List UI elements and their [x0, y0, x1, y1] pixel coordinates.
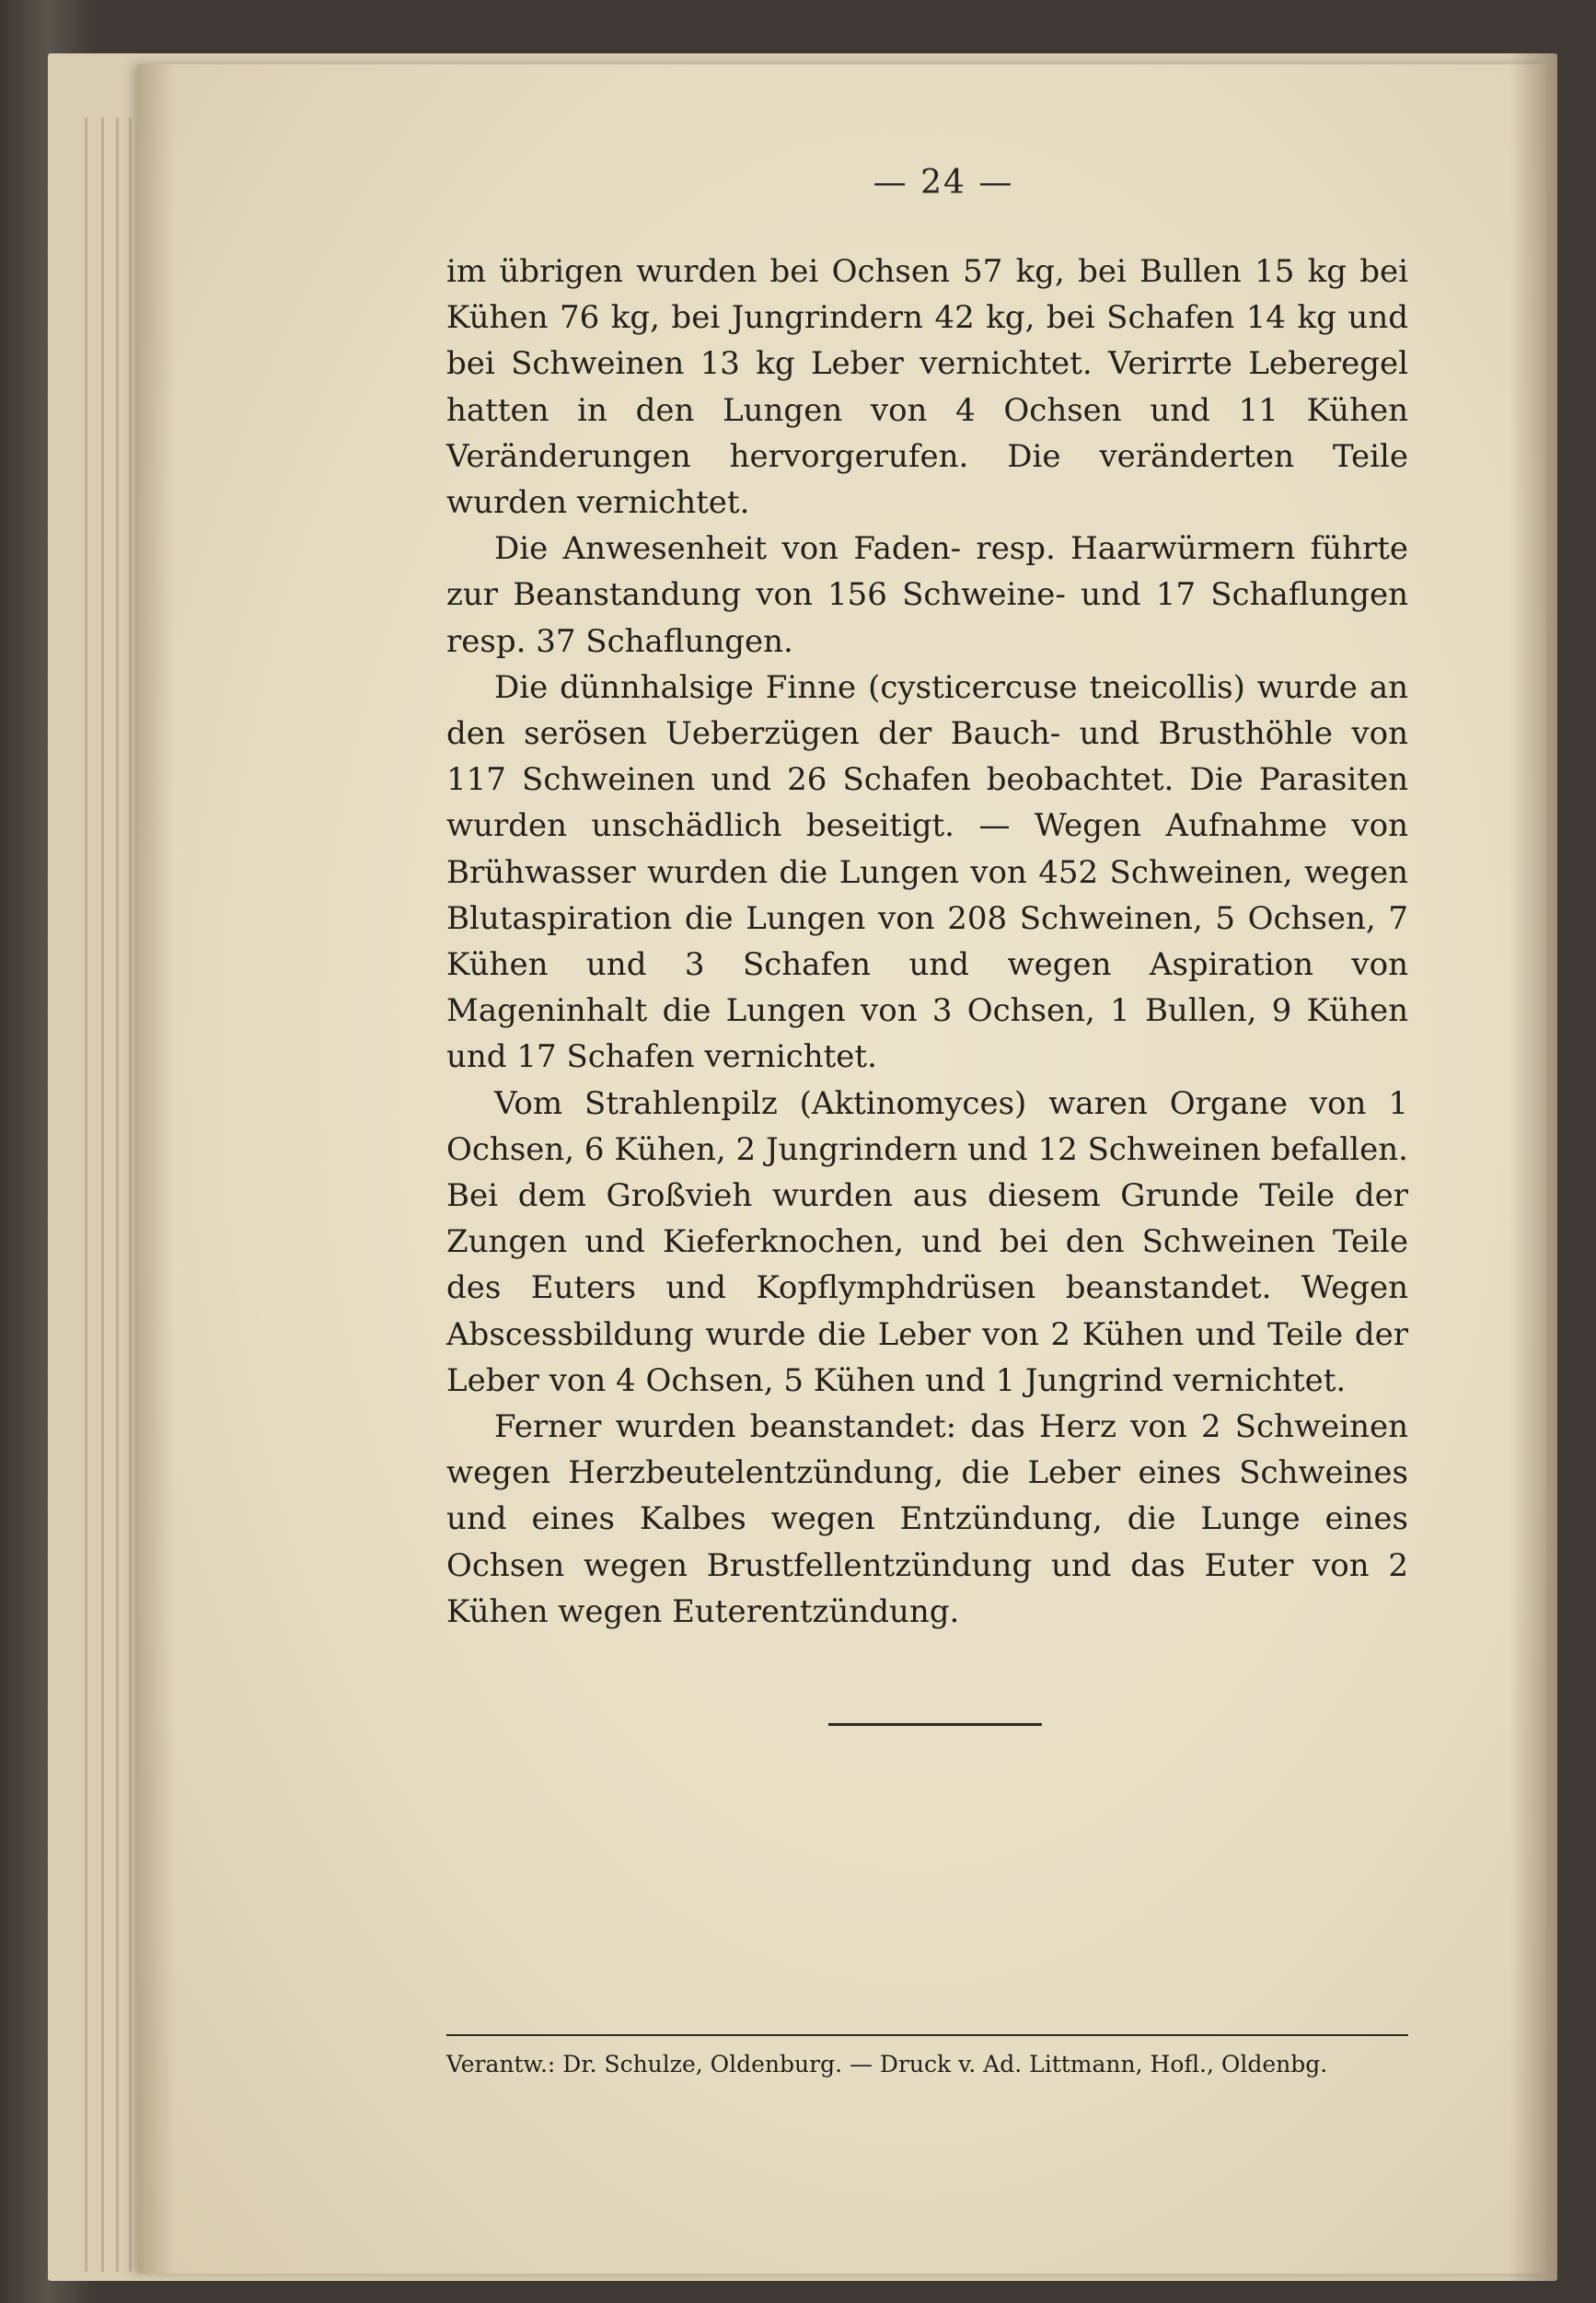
page-number: — 24 —	[873, 164, 1014, 202]
page-edge-line	[85, 118, 87, 2272]
page-edge-line	[129, 118, 132, 2272]
paragraph-liver: im übrigen wurden bei Ochsen 57 kg, bei Bullen 15 kg bei Kühen 76 kg, bei Jungrindern 42 kg, bei Schafen 14 kg und bei Schweinen 13 kg Leber vernichtet. Verirrte Leberegel hatten in den Lungen von 4 Ochsen und 11 Kühen Veränderungen hervorgerufen. Die veränderten Teile wurden vernichtet.	[446, 253, 1408, 522]
paragraph-aktinomyces: Vom Strahlenpilz (Aktinomyces) waren Organe von 1 Ochsen, 6 Kühen, 2 Jungrindern und 12 Schweinen befallen. Bei dem Großvieh wurden aus diesem Grunde Teile der Zungen und Kieferknochen, und bei den Schweinen Teile des Euters und Kopflymphdrüsen beanstandet. Wegen Abscessbildung wurde die Leber von 2 Kühen und Teile der Leber von 4 Ochsen, 5 Kühen und 1 Jungrind vernichtet.	[446, 1084, 1408, 1399]
body-text	[446, 249, 1408, 1635]
page-edge-line	[116, 118, 119, 2272]
paragraph-finne: Die dünnhalsige Finne (cysticercuse tneicollis) wurde an den serösen Ueberzügen der Bauch- und Brusthöhle von 117 Schweinen und 26 Schafen beobachtet. Die Parasiten wurden unschädlich beseitigt. — Wegen Aufnahme von Brühwasser wurden die Lungen von 452 Schweinen, wegen Blutaspiration die Lungen von 208 Schweinen, 5 Ochsen, 7 Kühen und 3 Schafen und wegen Aspiration von Mageninhalt die Lungen von 3 Ochsen, 1 Bullen, 9 Kühen und 17 Schafen vernichtet.	[446, 668, 1408, 1076]
paragraph-beanstandet: Ferner wurden beanstandet: das Herz von 2 Schweinen wegen Herzbeutelentzündung, die Leber eines Schweines und eines Kalbes wegen Entzündung, die Lunge eines Ochsen wegen Brustfellentzündung und das Euter von 2 Kühen wegen Euterentzündung.	[446, 1408, 1408, 1630]
gutter-shadow	[138, 64, 175, 2274]
page-right-shadow	[1509, 53, 1557, 2281]
printer-imprint: Verantw.: Dr. Schulze, Oldenburg. — Druck v. Ad. Littmann, Hofl., Oldenbg.	[446, 2051, 1328, 2077]
page-edge-line	[101, 118, 104, 2272]
section-end-rule	[828, 1723, 1042, 1726]
footer-rule	[446, 2034, 1408, 2036]
paragraph-worms: Die Anwesenheit von Faden- resp. Haarwürmern führte zur Beanstandung von 156 Schweine- und 17 Schaflungen resp. 37 Schaflungen.	[446, 530, 1408, 660]
